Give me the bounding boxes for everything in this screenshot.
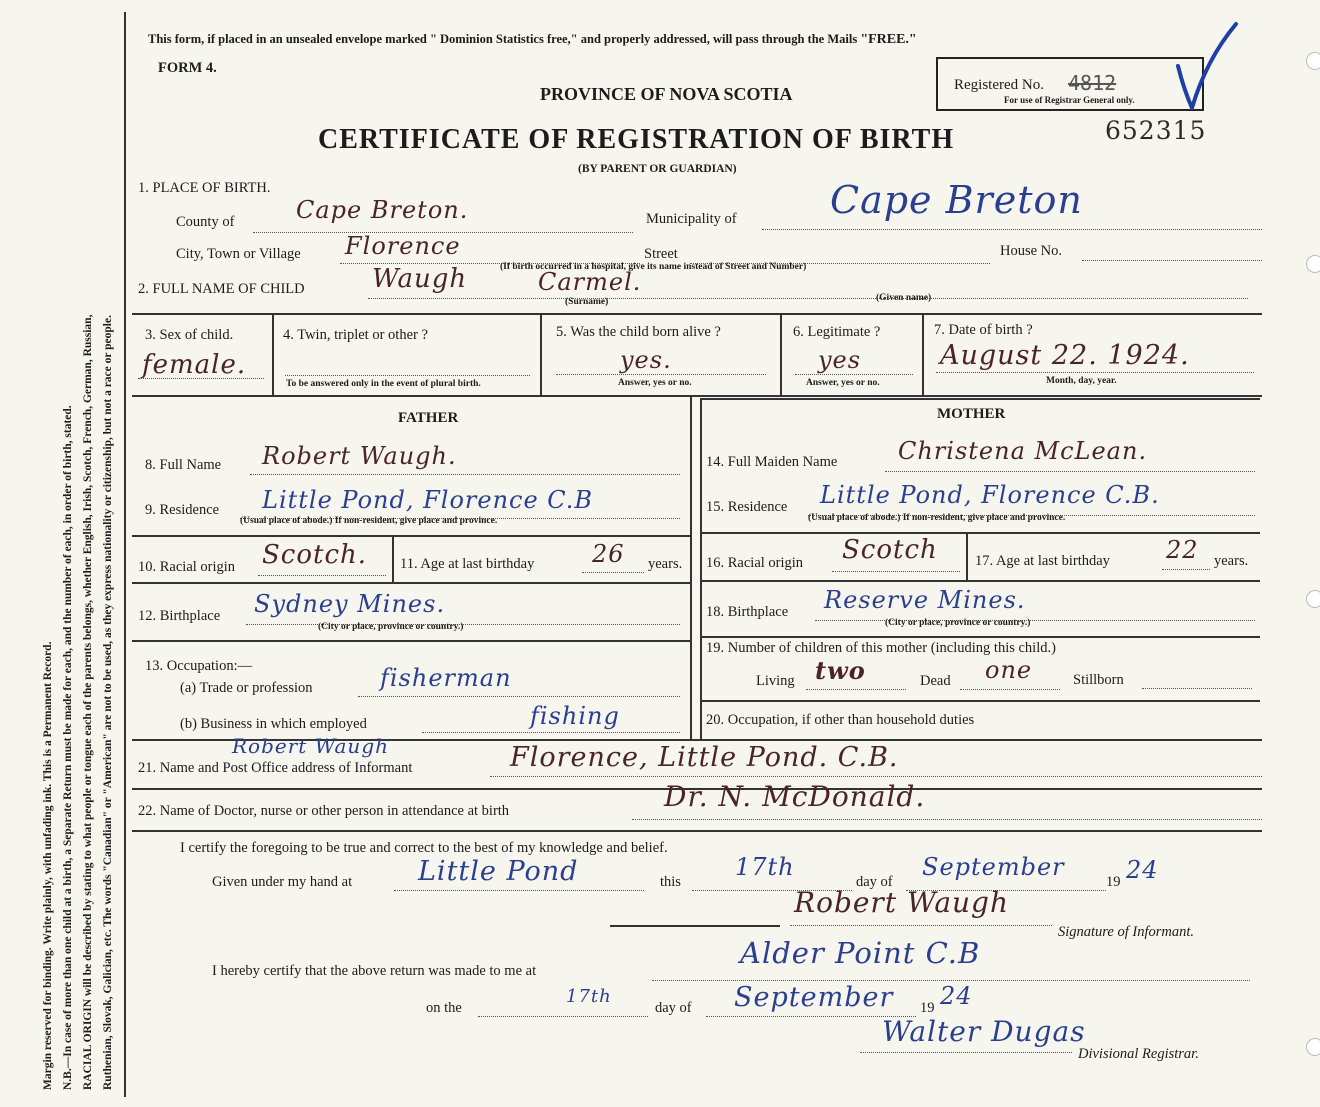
municipality-label: Municipality of (646, 211, 737, 227)
mother-heading: MOTHER (937, 406, 1006, 422)
informant-label: 21. Name and Post Office address of Informant (138, 760, 413, 776)
father-birthplace-value: Sydney Mines. (254, 590, 446, 618)
punch-hole (1306, 52, 1320, 70)
margin-note-binding: Margin reserved for binding. Write plainly, with unfading ink. This is a Permanent Record. (42, 641, 54, 1090)
living-label: Living (756, 673, 795, 689)
certificate-title: CERTIFICATE OF REGISTRATION OF BIRTH (318, 124, 955, 155)
sex-label: 3. Sex of child. (145, 327, 234, 343)
mother-occupation-label: 20. Occupation, if other than household duties (706, 712, 975, 728)
registrar-year-value: 24 (940, 982, 973, 1010)
certification-day-value: 17th (735, 853, 795, 881)
province-heading: PROVINCE OF NOVA SCOTIA (540, 84, 793, 104)
mother-residence-caption: (Usual place of abode.) If non-resident, give place and province. (808, 513, 1066, 523)
father-heading: FATHER (398, 410, 459, 426)
registrar-use-note: For use of Registrar General only. (1004, 95, 1135, 105)
place-of-birth-label: 1. PLACE OF BIRTH. (138, 180, 271, 196)
house-number-label: House No. (1000, 243, 1063, 259)
father-racial-value: Scotch. (262, 540, 368, 570)
mother-name-label: 14. Full Maiden Name (706, 454, 838, 470)
this-label: this (660, 874, 681, 890)
informant-signature-caption: Signature of Informant. (1058, 924, 1195, 940)
registrar-signature: Walter Dugas (882, 1015, 1086, 1048)
registrar-place-value: Alder Point C.B (740, 936, 981, 970)
sex-value: female. (142, 350, 247, 380)
mother-residence-label: 15. Residence (706, 499, 788, 515)
certification-year-value: 24 (1126, 856, 1159, 884)
legitimate-value: yes (818, 346, 862, 374)
given-under-hand-label: Given under my hand at (212, 874, 353, 890)
father-age-label: 11. Age at last birthday (400, 556, 535, 572)
punch-hole (1306, 590, 1320, 608)
registrar-day-value: 17th (566, 986, 612, 1007)
father-age-value: 26 (592, 540, 625, 568)
father-residence-caption: (Usual place of abode.) If non-resident, give place and province. (240, 516, 498, 526)
doctor-value: Dr. N. McDonald. (664, 780, 926, 813)
mother-age-unit: years. (1214, 553, 1249, 569)
doctor-label: 22. Name of Doctor, nurse or other person in attendance at birth (138, 803, 510, 819)
legitimate-label: 6. Legitimate ? (793, 324, 881, 340)
street-note: (If birth occurred in a hospital, give its name instead of Street and Number) (500, 262, 807, 272)
father-racial-label: 10. Racial origin (138, 559, 236, 575)
mother-age-label: 17. Age at last birthday (975, 553, 1110, 569)
city-value: Florence (345, 232, 461, 260)
registrar-on-the-label: on the (426, 1000, 462, 1016)
certification-statement: I certify the foregoing to be true and correct to the best of my knowledge and belief. (180, 840, 668, 856)
father-residence-value: Little Pond, Florence C.B (262, 486, 594, 514)
municipality-value: Cape Breton (830, 178, 1083, 222)
mail-notice: This form, if placed in an unsealed envelope marked " Dominion Statistics free," and properly addressed, will pass through the Mails "FREE." (148, 32, 917, 47)
margin-note-racial-origin: RACIAL ORIGIN will be described by stating to what people or tongue each of the parents belongs, whether English, Irish, Scotch, French, German, Russian, (82, 314, 94, 1090)
certification-day-of-label: day of (856, 874, 893, 890)
given-place-value: Little Pond (418, 856, 579, 887)
mother-racial-value: Scotch (842, 535, 938, 565)
mother-name-value: Christena McLean. (898, 437, 1148, 465)
city-label: City, Town or Village (176, 246, 301, 262)
father-name-value: Robert Waugh. (262, 442, 457, 470)
mother-birthplace-caption: (City or place, province or country.) (885, 618, 1031, 628)
registrar-year-prefix: 19 (920, 1000, 935, 1016)
mother-children-label: 19. Number of children of this mother (including this child.) (706, 640, 1056, 656)
informant-name-value: Robert Waugh (232, 734, 389, 758)
legitimate-caption: Answer, yes or no. (806, 378, 880, 388)
punch-hole (1306, 255, 1320, 273)
informant-signature: Robert Waugh (794, 886, 1009, 919)
child-name-label: 2. FULL NAME OF CHILD (138, 281, 305, 297)
father-name-label: 8. Full Name (145, 457, 222, 473)
registrar-statement: I hereby certify that the above return was made to me at (212, 963, 537, 979)
child-surname-value: Waugh (372, 264, 468, 294)
father-occupation-label: 13. Occupation:— (145, 658, 253, 674)
street-label: Street (644, 246, 678, 262)
father-business-value: fishing (530, 702, 620, 730)
father-trade-value: fisherman (380, 664, 512, 692)
dead-label: Dead (920, 673, 951, 689)
father-residence-label: 9. Residence (145, 502, 220, 518)
punch-hole (1306, 1038, 1320, 1056)
date-of-birth-caption: Month, day, year. (1046, 376, 1117, 386)
registrar-caption: Divisional Registrar. (1078, 1046, 1199, 1062)
certificate-subtitle: (BY PARENT OR GUARDIAN) (578, 163, 737, 175)
form-number: FORM 4. (158, 60, 217, 76)
mother-age-value: 22 (1166, 536, 1199, 564)
twin-label: 4. Twin, triplet or other ? (283, 327, 428, 343)
born-alive-label: 5. Was the child born alive ? (556, 324, 721, 340)
twin-caption: To be answered only in the event of plural birth. (286, 379, 481, 389)
child-given-name-value: Carmel. (538, 268, 642, 296)
born-alive-value: yes. (620, 346, 672, 374)
registered-label: Registered No. (954, 77, 1044, 93)
mother-birthplace-value: Reserve Mines. (824, 586, 1026, 614)
stillborn-label: Stillborn (1073, 672, 1124, 688)
given-name-caption: (Given name) (876, 293, 932, 303)
date-of-birth-value: August 22. 1924. (940, 340, 1190, 371)
check-mark-icon (1170, 20, 1240, 110)
informant-address-value: Florence, Little Pond. C.B. (510, 742, 899, 773)
surname-caption: (Surname) (565, 297, 609, 307)
father-age-unit: years. (648, 556, 683, 572)
father-birthplace-label: 12. Birthplace (138, 608, 221, 624)
mother-racial-label: 16. Racial origin (706, 555, 804, 571)
certification-year-prefix: 19 (1106, 874, 1121, 890)
dead-value: one (985, 656, 1033, 684)
registrar-month-value: September (734, 982, 894, 1013)
registrar-box (936, 57, 1204, 111)
margin-note-racial-origin-2: Ruthenian, Slovak, Galician, etc. The words "Canadian" or "American" are not to be used, as they express nationality or citizenship, but not a race or people. (102, 315, 114, 1090)
margin-note-plural-birth: N.B.—In case of more than one child at a birth, a Separate Return must be made for each, and the number of each, in order of birth, stated. (62, 405, 74, 1090)
registered-number: 4812 (1068, 71, 1117, 95)
date-of-birth-label: 7. Date of birth ? (934, 322, 1033, 338)
father-birthplace-caption: (City or place, province or country.) (318, 622, 464, 632)
father-trade-label: (a) Trade or profession (180, 680, 313, 696)
certification-month-value: September (922, 853, 1065, 881)
born-alive-caption: Answer, yes or no. (618, 378, 692, 388)
registrar-day-of-label: day of (655, 1000, 692, 1016)
mother-residence-value: Little Pond, Florence C.B. (820, 481, 1160, 509)
county-label: County of (176, 214, 235, 230)
father-business-label: (b) Business in which employed (180, 716, 367, 732)
stamped-number: 652315 (1105, 116, 1207, 145)
living-value: two (815, 656, 866, 685)
mother-birthplace-label: 18. Birthplace (706, 604, 789, 620)
county-value: Cape Breton. (296, 196, 469, 224)
form-left-border (124, 12, 126, 1097)
